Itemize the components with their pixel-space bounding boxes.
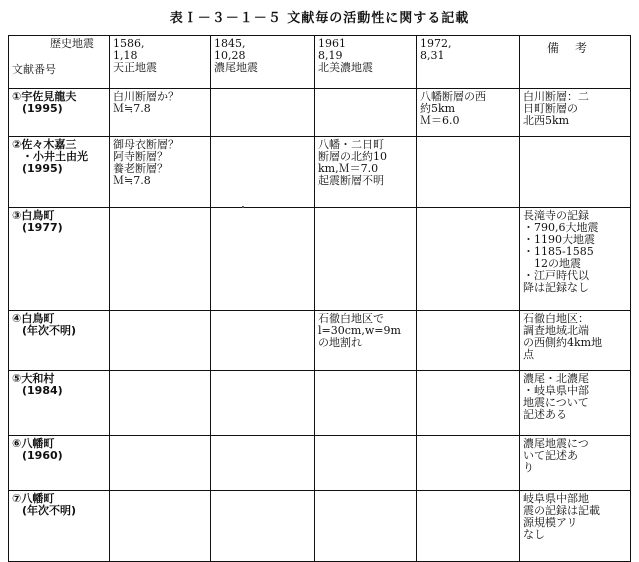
remarks-line: 白川断層：二 (523, 90, 589, 103)
document-cell (9, 491, 110, 562)
earthquake-date: 1961 (318, 37, 346, 50)
document-name: ⑥八幡町 (12, 437, 55, 450)
earthquake-record-cell (211, 137, 315, 208)
header-row (9, 36, 631, 89)
table-row (9, 311, 631, 371)
document-year: (年次不明) (22, 324, 77, 337)
earthquake-record-cell (110, 436, 211, 491)
earthquake-record-cell (110, 371, 211, 436)
document-cell (9, 436, 110, 491)
earthquake-record-cell (110, 208, 211, 311)
earthquake-record-cell (315, 137, 417, 208)
document-year: (年次不明) (22, 504, 77, 517)
document-name: ⑤大和村 (12, 372, 55, 385)
remarks-cell (520, 89, 631, 137)
earthquake-record-cell (417, 371, 520, 436)
remarks-line: ・岐阜県中部 (523, 384, 589, 397)
earthquake-record-cell (315, 371, 417, 436)
remarks-cell (520, 491, 631, 562)
document-name: ・小井土由光 (22, 150, 88, 163)
remarks-line: 長滝寺の記録 (523, 209, 589, 222)
document-name: ④白鳥町 (12, 312, 55, 325)
earthquake-name: 北美濃地震 (318, 61, 373, 74)
corner-header-cell (9, 36, 110, 89)
earthquake-header-cell (315, 36, 417, 89)
remarks-cell (520, 436, 631, 491)
record-line: km,Ｍ＝7.0 (318, 162, 379, 175)
remarks-line: ・1185-1585 (523, 245, 594, 258)
corner-bottom-label: 文献番号 (12, 63, 56, 76)
earthquake-record-cell (315, 311, 417, 371)
remarks-line: の西側約4km地 (523, 336, 603, 349)
earthquake-record-cell (417, 137, 520, 208)
earthquake-record-cell (315, 208, 417, 311)
earthquake-name: 濃尾地震 (214, 61, 258, 74)
remarks-cell (520, 208, 631, 311)
earthquake-record-cell (211, 491, 315, 562)
earthquake-header-cell (211, 36, 315, 89)
table-row (9, 137, 631, 208)
earthquake-record-cell (211, 89, 315, 137)
document-cell (9, 311, 110, 371)
document-year: (1995) (22, 102, 63, 115)
earthquake-record-cell (315, 89, 417, 137)
remarks-line: いて記述あ (523, 449, 578, 462)
document-name: ⑦八幡町 (12, 492, 55, 505)
document-year: (1960) (22, 449, 63, 462)
corner-top-label: 歴史地震 (50, 37, 94, 50)
remarks-line: 12の地震 (523, 257, 581, 270)
document-cell (9, 89, 110, 137)
document-cell (9, 137, 110, 208)
earthquake-record-cell (417, 491, 520, 562)
earthquake-name: 天正地震 (113, 61, 157, 74)
earthquake-record-cell (417, 89, 520, 137)
record-line: 御母衣断層？ (113, 138, 179, 151)
record-line: 約5km (420, 102, 456, 115)
table-row (9, 89, 631, 137)
remarks-line: ・790,6大地震 (523, 221, 599, 234)
record-line: 断層の北約10 (318, 150, 387, 163)
document-year: (1984) (22, 384, 63, 397)
record-line: 石徹白地区で (318, 312, 384, 325)
remarks-header-label: 備考 (546, 41, 603, 55)
earthquake-record-cell (110, 491, 211, 562)
earthquake-record-cell (110, 137, 211, 208)
remarks-line: ・江戸時代以 (523, 269, 589, 282)
earthquake-header-cell (110, 36, 211, 89)
remarks-cell (520, 371, 631, 436)
earthquake-date: 1,18 (113, 49, 138, 62)
record-line: 八幡断層の西 (420, 90, 486, 103)
earthquake-record-cell (417, 311, 520, 371)
record-line: Ｍ≒7.8 (113, 102, 151, 115)
document-name: ①宇佐見龍夫 (12, 90, 77, 103)
remarks-line: 点 (523, 348, 534, 361)
table-row (9, 371, 631, 436)
record-line: の地割れ (318, 336, 362, 349)
record-line: Ｍ≒7.8 (113, 174, 151, 187)
earthquake-record-cell (315, 491, 417, 562)
remarks-line: 北西5km (523, 114, 570, 127)
table-row (9, 208, 631, 311)
scan-dot (242, 206, 244, 208)
remarks-line: 源規模アリ (523, 516, 578, 529)
remarks-line: 濃尾地震につ (523, 437, 589, 450)
earthquake-record-cell (211, 371, 315, 436)
remarks-line: 震の記録は記載 (523, 504, 600, 517)
remarks-line: なし (523, 528, 545, 541)
remarks-cell (520, 137, 631, 208)
remarks-line: 記述ある (523, 408, 567, 421)
remarks-line: 調査地域北端 (523, 324, 589, 337)
earthquake-record-cell (211, 311, 315, 371)
earthquake-record-cell (211, 436, 315, 491)
record-line: 起震断層不明 (318, 174, 384, 187)
document-year: (1995) (22, 162, 63, 175)
document-name: ③白鳥町 (12, 209, 55, 222)
record-line: 養老断層？ (113, 162, 168, 175)
table-row (9, 436, 631, 491)
earthquake-date: 1586, (113, 37, 145, 50)
remarks-line: 岐阜県中部地 (523, 492, 589, 505)
earthquake-header-cell (417, 36, 520, 89)
remarks-cell (520, 311, 631, 371)
record-line: l=30cm,w=9m (318, 324, 401, 337)
remarks-line: 降は記録なし (523, 281, 589, 294)
record-line: 阿寺断層？ (113, 150, 168, 163)
earthquake-record-cell (417, 208, 520, 311)
document-cell (9, 371, 110, 436)
remarks-line: 濃尾・北濃尾 (523, 372, 589, 385)
remarks-header-cell (520, 36, 631, 89)
activity-table (8, 35, 631, 562)
document-cell (9, 208, 110, 311)
record-line: Ｍ＝6.0 (420, 114, 460, 127)
record-line: 白川断層か？ (113, 90, 179, 103)
earthquake-record-cell (315, 436, 417, 491)
earthquake-record-cell (110, 311, 211, 371)
earthquake-date: 10,28 (214, 49, 246, 62)
earthquake-record-cell (211, 208, 315, 311)
earthquake-date: 1845, (214, 37, 246, 50)
remarks-line: り (523, 461, 534, 474)
earthquake-date: 1972, (420, 37, 452, 50)
table-row (9, 491, 631, 562)
remarks-line: 日町断層の (523, 102, 578, 115)
document-name: ②佐々木嘉三 (12, 138, 77, 151)
table-title: 表Ｉ－３－１－５ 文献毎の活動性に関する記載 (169, 11, 470, 26)
remarks-line: 石徹白地区： (523, 312, 589, 325)
earthquake-date: 8,31 (420, 49, 445, 62)
document-year: (1977) (22, 221, 63, 234)
remarks-line: 地震について (523, 396, 589, 409)
earthquake-record-cell (417, 436, 520, 491)
record-line: 八幡・二日町 (318, 138, 384, 151)
earthquake-date: 8,19 (318, 49, 343, 62)
earthquake-record-cell (110, 89, 211, 137)
remarks-line: ・1190大地震 (523, 233, 595, 246)
